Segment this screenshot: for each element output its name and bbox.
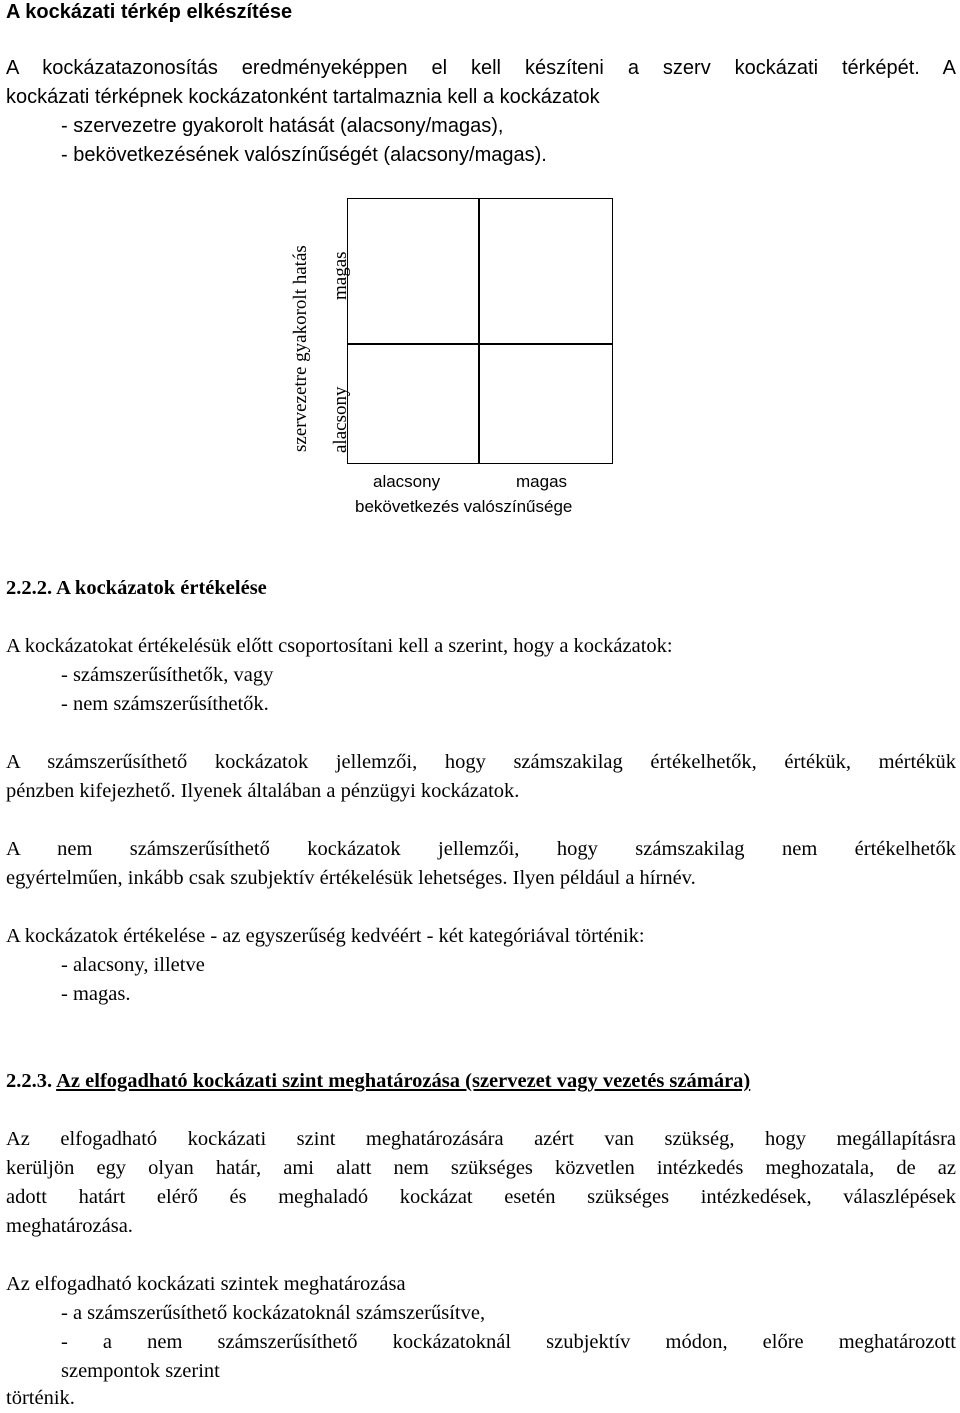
category-low: - alacsony, illetve [61,954,205,976]
quantifiable-line-1: A számszerűsíthető kockázatok jellemzői, hogy számszakilag értékelhetők, értékük, mértékük [6,751,956,773]
intro-bullet-impact: - szervezetre gyakorolt hatását (alacsony/magas), [61,115,504,137]
evaluation-paragraph-1: A kockázatokat értékelésük előtt csoportosítani kell a szerint, hogy a kockázatok: [6,635,673,657]
y-axis-low-label: alacsony [330,386,351,453]
evaluation-categories-intro: A kockázatok értékelése - az egyszerűség kedvéért - két kategóriával történik: [6,925,645,947]
risk-matrix-grid [347,198,613,464]
quantifiable-line-2: pénzben kifejezhető. Ilyenek általában a pénzügyi kockázatok. [6,780,520,802]
matrix-vertical-divider [478,199,480,463]
section-number: 2.2.3. [6,1070,57,1092]
intro-line-2: kockázati térképnek kockázatonként tartalmaznia kell a kockázatok [6,86,600,108]
acceptable-line-4: meghatározása. [6,1215,133,1237]
acceptable-levels-end: történik. [6,1387,75,1409]
nonquantifiable-line-1: A nem számszerűsíthető kockázatok jellemzői, hogy számszakilag nem értékelhetők [6,838,956,860]
section-heading-evaluation: 2.2.2. A kockázatok értékelése [6,577,267,599]
intro-line-1: A kockázatazonosítás eredményeképpen el kell készíteni a szerv kockázati térképét. A [6,57,956,79]
y-axis-high-label: magas [330,251,351,300]
x-axis-title: bekövetkezés valószínűsége [355,497,573,516]
evaluation-bullet-quantifiable: - számszerűsíthetők, vagy [61,664,274,686]
acceptable-levels-bullet-1: - a számszerűsíthető kockázatoknál számszerűsítve, [61,1302,486,1324]
intro-bullet-probability: - bekövetkezésének valószínűségét (alacsony/magas). [61,144,547,166]
acceptable-levels-bullet-2-line-2: szempontok szerint [61,1360,220,1382]
y-axis-title: szervezetre gyakorolt hatás [290,245,311,452]
acceptable-levels-bullet-2-line-1: - a nem számszerűsíthető kockázatoknál szubjektív módon, előre meghatározott [61,1331,956,1353]
acceptable-line-1: Az elfogadható kockázati szint meghatározására azért van szükség, hogy megállapításra [6,1128,956,1150]
matrix-horizontal-divider [348,343,612,345]
acceptable-line-2: kerüljön egy olyan határ, ami alatt nem szükséges közvetlen intézkedés meghozatala, de az [6,1157,956,1179]
acceptable-levels-intro: Az elfogadható kockázati szintek meghatározása [6,1273,406,1295]
category-high: - magas. [61,983,131,1005]
evaluation-bullet-nonquantifiable: - nem számszerűsíthetők. [61,693,269,715]
section-heading-text: Az elfogadható kockázati szint meghatározása (szervezet vagy vezetés számára) [56,1070,751,1092]
nonquantifiable-line-2: egyértelműen, inkább csak szubjektív értékelésük lehetséges. Ilyen például a hírnév. [6,867,696,889]
x-axis-high-label: magas [516,472,568,491]
x-axis-low-label: alacsony [373,472,441,491]
section-title-risk-map: A kockázati térkép elkészítése [6,1,293,23]
acceptable-line-3: adott határt elérő és meghaladó kockázat esetén szükséges intézkedések, válaszlépések [6,1186,956,1208]
section-heading-acceptable-level [6,1067,956,1096]
